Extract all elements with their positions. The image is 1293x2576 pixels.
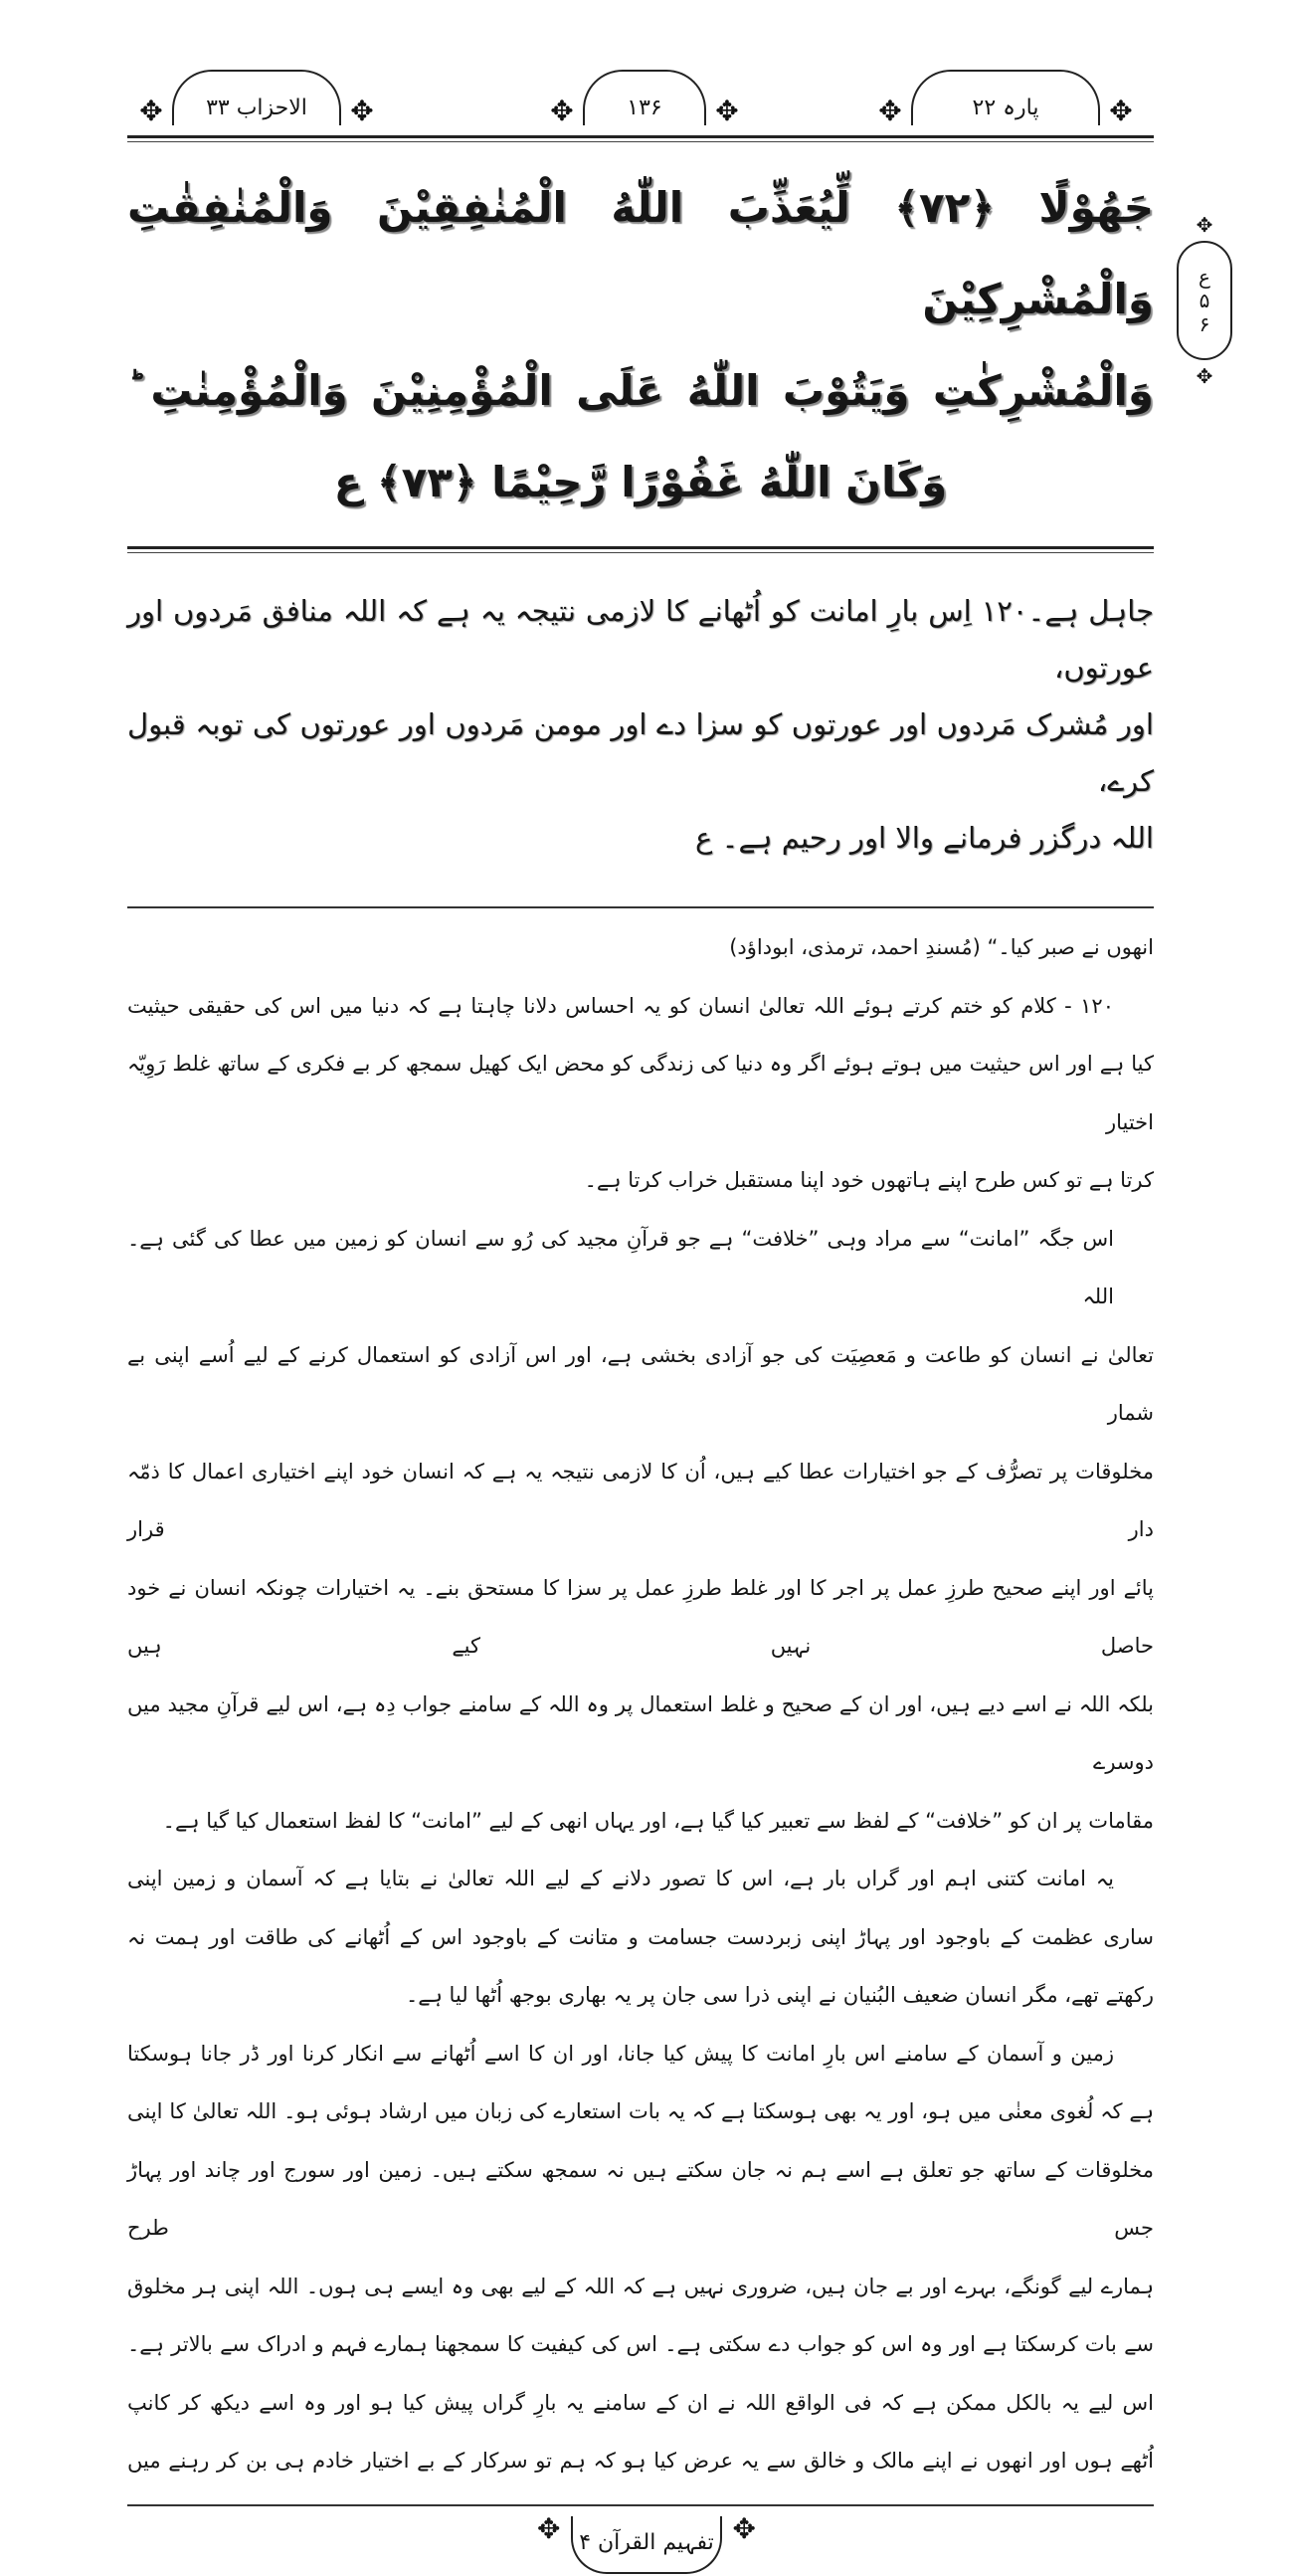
ruku-number: ۵ bbox=[1199, 289, 1210, 312]
commentary-note-120: ۱۲۰ - کلام کو ختم کرتے ہوئے اللہ تعالیٰ انسان کو یہ احساس دلانا چاہتا ہے کہ دنیا میں اس کی حقیقی حیثیت bbox=[127, 993, 1114, 1018]
floral-ornament-icon: ✥ bbox=[732, 2511, 756, 2545]
commentary-line: بلکہ اللہ نے اسے دیے ہیں، اور ان کے صحیح و غلط استعمال پر وہ اللہ کے سامنے جواب دِہ ہے، اس لیے قرآنِ مجید میں دوسرے bbox=[127, 1691, 1154, 1774]
book-title: تفہیم القرآن ۴ bbox=[579, 2530, 714, 2555]
section-rule bbox=[127, 546, 1154, 549]
commentary-line: اس لیے یہ بالکل ممکن ہے کہ فی الواقع اللہ نے ان کے سامنے یہ بارِ گراں پیش کیا ہو اور وہ اسے دیکھ کر کانپ bbox=[127, 2390, 1154, 2415]
ayah-line: جَهُوْلًا ﴿۷۲﴾ لِّيُعَذِّبَ اللّٰهُ الْمُنٰفِقِيْنَ وَالْمُنٰفِقٰتِ وَالْمُشْرِكِيْنَ bbox=[127, 183, 1154, 323]
ruku-number: ۶ bbox=[1199, 312, 1210, 336]
commentary-line: زمین و آسمان کے سامنے اس بارِ امانت کا پیش کیا جانا، اور ان کا اسے اُٹھانے سے انکار کرنا اور ڈر جانا ہوسکتا bbox=[127, 2041, 1114, 2066]
ruku-letter: ✥ ع bbox=[1199, 265, 1210, 289]
commentary-line: ساری عظمت کے باوجود اور پہاڑ اپنی زبردست جسامت و متانت کے باوجود اس کے اُٹھانے کی طاقت اور ہمت نہ bbox=[127, 1924, 1154, 1949]
floral-ornament-icon: ✥ bbox=[139, 95, 163, 127]
ayat-block bbox=[127, 142, 1154, 546]
footer-frame bbox=[537, 2512, 756, 2574]
ayah-line: وَالْمُشْرِكٰتِ وَيَتُوْبَ اللّٰهُ عَلَى الْمُؤْمِنِيْنَ وَالْمُؤْمِنٰتِ ؕ bbox=[127, 366, 1154, 415]
page bbox=[127, 0, 1210, 2576]
page-header bbox=[127, 70, 1154, 135]
para-label: پارہ ۲۲ bbox=[972, 95, 1039, 120]
floral-ornament-icon: ✥ bbox=[878, 95, 902, 127]
translation-line: اور مُشرک مَردوں اور عورتوں کو سزا دے اور مومن مَردوں اور عورتوں کی توبہ قبول کرے، bbox=[127, 707, 1154, 798]
ruku-marker bbox=[1177, 241, 1232, 360]
translation-block bbox=[127, 553, 1154, 906]
header-page-frame bbox=[543, 70, 746, 131]
commentary-line: مخلوقات پر تصرُّف کے جو اختیارات عطا کیے ہیں، اُن کا لازمی نتیجہ یہ ہے کہ انسان خود اپنے اختیاری اعمال کا ذمّہ دار قرار bbox=[127, 1459, 1154, 1541]
commentary-line: سے بات کرسکتا ہے اور وہ اس کو جواب دے سکتی ہے۔ اس کی کیفیت کا سمجھنا ہمارے فہم و ادراک سے بالاتر ہے۔ bbox=[127, 2332, 1154, 2356]
commentary-line: پائے اور اپنے صحیح طرزِ عمل پر اجر کا اور غلط طرزِ عمل پر سزا کا مستحق بنے۔ یہ اختیارات چونکہ انسان نے خود حاصل نہیں کیے ہیں bbox=[127, 1575, 1154, 1658]
commentary-line: مقامات پر ان کو ”خلافت“ کے لفظ سے تعبیر کیا گیا ہے، اور یہاں انھی کے لیے ”امانت“ کا لفظ استعمال کیا گیا ہے۔ bbox=[162, 1808, 1154, 1833]
commentary-line: رکھتے تھے، مگر انسان ضعیف البُنیان نے اپنی ذرا سی جان پر یہ بھاری بوجھ اُٹھا لیا ہے۔ bbox=[405, 1983, 1154, 2007]
commentary-line: کرتا ہے تو کس طرح اپنے ہاتھوں خود اپنا مستقبل خراب کرتا ہے۔ bbox=[584, 1168, 1154, 1192]
page-footer bbox=[127, 2506, 1154, 2576]
commentary-line: ہمارے لیے گونگے، بہرے اور بے جان ہیں، ضروری نہیں ہے کہ اللہ کے لیے بھی وہ ایسے ہی ہوں۔ اللہ اپنی ہر مخلوق bbox=[127, 2274, 1154, 2298]
ayah-line: وَكَانَ اللّٰهُ غَفُوْرًا رَّحِيْمًا ﴿۷۳﴾ ع bbox=[333, 458, 948, 506]
header-surah-frame bbox=[132, 70, 381, 131]
commentary-block bbox=[127, 908, 1154, 2504]
header-para-frame bbox=[871, 70, 1140, 131]
commentary-line: انھوں نے صبر کیا۔“ (مُسندِ احمد، ترمذی، ابوداؤد) bbox=[729, 935, 1154, 959]
commentary-line: تعالیٰ نے انسان کو طاعت و مَعصِیَت کی جو آزادی بخشی ہے، اور اس آزادی کو استعمال کرنے کے لیے اُسے اپنی بے شمار bbox=[127, 1342, 1154, 1425]
commentary-line: اس جگہ ”امانت“ سے مراد وہی ”خلافت“ ہے جو قرآنِ مجید کی رُو سے انسان کو زمین میں عطا کی گئی ہے۔ اللہ bbox=[127, 1226, 1114, 1308]
commentary-line: یہ امانت کتنی اہم اور گراں بار ہے، اس کا تصور دلانے کے لیے اللہ تعالیٰ نے بتایا ہے کہ آسمان و زمین اپنی bbox=[127, 1867, 1114, 1890]
floral-ornament-icon: ✥ bbox=[715, 95, 739, 127]
commentary-line: اُٹھے ہوں اور انھوں نے اپنے مالک و خالق سے یہ عرض کیا ہو کہ ہم تو سرکار کے بے اختیار خادم ہی بن کر رہنے میں bbox=[127, 2449, 1154, 2473]
floral-ornament-icon: ✥ bbox=[537, 2511, 561, 2545]
header-rule bbox=[127, 135, 1154, 138]
floral-ornament-icon: ✥ bbox=[350, 95, 374, 127]
commentary-line: ہے کہ لُغوی معنٰی میں ہو، اور یہ بھی ہوسکتا ہے کہ یہ بات استعارے کی زبان میں ارشاد ہوئی ہو۔ اللہ تعالیٰ کا اپنی bbox=[127, 2099, 1154, 2123]
commentary-line: مخلوقات کے ساتھ جو تعلق ہے اسے ہم نہ جان سکتے ہیں نہ سمجھ سکتے ہیں۔ زمین اور سورج اور چاند اور پہاڑ جس طرح bbox=[127, 2157, 1154, 2240]
floral-ornament-icon: ✥ bbox=[550, 95, 574, 127]
surah-label: الاحزاب ۳۳ bbox=[206, 95, 307, 120]
commentary-line: کیا ہے اور اس حیثیت میں ہوتے ہوئے اگر وہ دنیا کی زندگی کو محض ایک کھیل سمجھ کر بے فکری کے ساتھ غلط رَوِیّہ اختیار bbox=[127, 1052, 1154, 1134]
floral-ornament-icon: ✥ bbox=[1109, 95, 1133, 127]
translation-line: جاہل ہے۔۱۲۰ اِس بارِ امانت کو اُٹھانے کا لازمی نتیجہ یہ ہے کہ اللہ منافق مَردوں اور عورتوں، bbox=[127, 594, 1154, 685]
page-number: ۱۳۶ bbox=[627, 95, 662, 120]
translation-line: اللہ درگزر فرمانے والا اور رحیم ہے۔ ع bbox=[695, 821, 1154, 855]
